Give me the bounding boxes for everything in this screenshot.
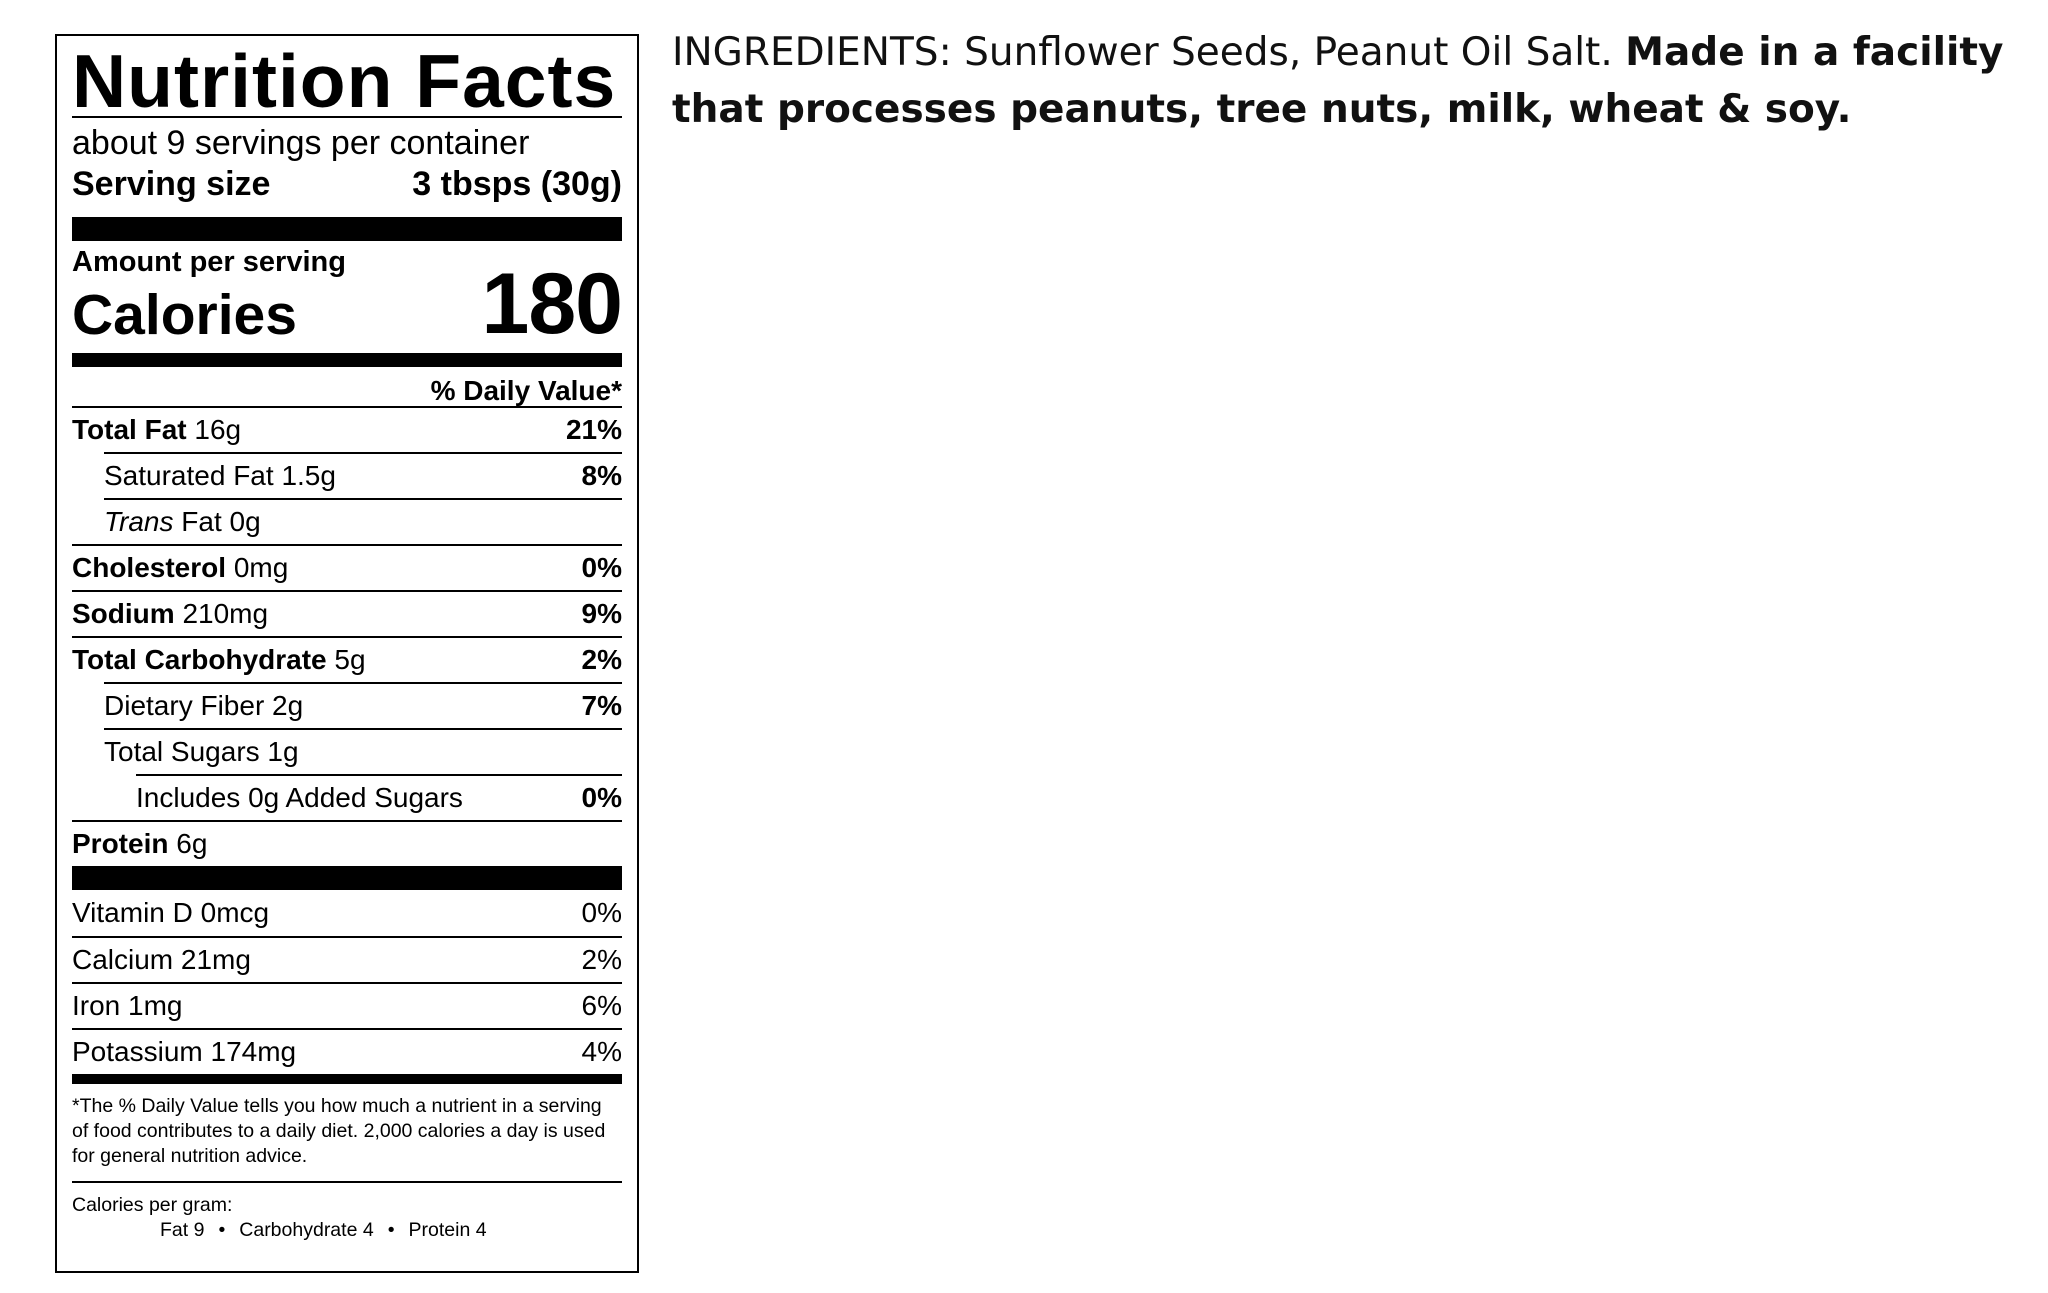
nutrient-row-total-carbohydrate: [72, 636, 622, 682]
nutrient-row-trans-fat: [104, 498, 622, 544]
nutrient-amount: 1g: [267, 736, 299, 767]
serving-size-row: [72, 163, 622, 201]
nutrient-amount: 210mg: [182, 598, 269, 629]
daily-value-footnote: *The % Daily Value tells you how much a nutrient in a serving of food contributes to a daily diet. 2,000 calories a day is used for general nutrition advice.: [72, 1095, 606, 1167]
vitamin-row-calcium: [72, 936, 622, 982]
cpg-protein: Protein 4: [408, 1219, 487, 1241]
vitamin-label: Vitamin D 0mcg: [72, 897, 270, 928]
thick-divider: [72, 353, 622, 367]
thick-divider: [72, 866, 622, 890]
nutrient-label: Protein: [72, 828, 169, 859]
calories-value: 180: [481, 256, 622, 352]
nutrient-label: Total Carbohydrate: [72, 644, 327, 675]
nutrient-label: Trans: [104, 506, 174, 537]
vitamin-label: Iron 1mg: [72, 990, 183, 1021]
nutrient-row-sodium: [72, 590, 622, 636]
nutrient-amount: 0g: [229, 506, 261, 537]
daily-value-header: % Daily Value*: [430, 375, 622, 406]
nutrient-daily-value: 0%: [581, 552, 622, 583]
nutrient-row-saturated-fat: [104, 452, 622, 498]
nutrient-label: Total Fat: [72, 414, 187, 445]
serving-size-label: Serving size: [72, 165, 271, 203]
thick-divider: [72, 1074, 622, 1084]
nutrient-amount: 5g: [334, 644, 366, 675]
vitamin-daily-value: 2%: [581, 944, 622, 975]
nutrient-amount: 6g: [176, 828, 208, 859]
vitamin-label: Calcium 21mg: [72, 944, 251, 975]
cpg-carbohydrate: Carbohydrate 4: [239, 1219, 374, 1241]
bullet-separator: •: [387, 1219, 395, 1241]
servings-per-container: about 9 servings per container: [72, 124, 530, 162]
nutrient-row-added-sugars: [136, 774, 622, 820]
vitamin-row-potassium: [72, 1028, 622, 1074]
nutrient-daily-value: 7%: [581, 690, 622, 721]
nutrient-label: Total Sugars: [104, 736, 260, 767]
thick-divider: [72, 217, 622, 241]
nutrient-row-total-fat: [72, 406, 622, 452]
nutrient-row-dietary-fiber: [104, 682, 622, 728]
cpg-fat: Fat 9: [160, 1219, 205, 1241]
nutrient-amount: 0mg: [233, 552, 289, 583]
calories-per-gram-values: [72, 1218, 622, 1243]
nutrient-amount: 16g: [194, 414, 242, 445]
calories-per-gram: [72, 1193, 622, 1243]
nutrient-amount: 2g: [272, 690, 304, 721]
calories-per-gram-label: Calories per gram:: [72, 1194, 233, 1216]
nutrient-label: Sodium: [72, 598, 175, 629]
nutrient-daily-value: 0%: [581, 782, 622, 813]
vitamin-row-iron: [72, 982, 622, 1028]
ingredients-statement: [672, 24, 2017, 138]
vitamin-daily-value: 4%: [581, 1036, 622, 1067]
allergen-statement: Made in a facility that processes peanuts, tree nuts, milk, wheat & soy.: [672, 30, 2004, 132]
nutrient-label-rest: Fat: [181, 506, 222, 537]
nutrient-label: Saturated Fat: [104, 460, 274, 491]
nutrient-row-protein: [72, 820, 622, 866]
nutrition-facts-content: [72, 36, 622, 1243]
vitamin-row-vitamin-d: [72, 890, 622, 936]
nutrient-daily-value: 8%: [581, 460, 622, 491]
bullet-separator: •: [218, 1219, 226, 1241]
vitamin-daily-value: 0%: [581, 897, 622, 928]
nutrient-daily-value: 2%: [581, 644, 622, 675]
nutrition-facts-panel: [55, 34, 639, 1273]
nutrient-daily-value: 9%: [581, 598, 622, 629]
calories-label: Calories: [72, 283, 297, 347]
vitamin-label: Potassium 174mg: [72, 1036, 297, 1067]
serving-size-value: 3 tbsps (30g): [412, 165, 622, 203]
ingredients-list: INGREDIENTS: Sunflower Seeds, Peanut Oil Salt.: [672, 30, 1613, 75]
amount-per-serving: Amount per serving: [72, 246, 346, 278]
nutrient-label: Dietary Fiber: [104, 690, 265, 721]
nutrient-row-total-sugars: [104, 728, 622, 774]
vitamin-daily-value: 6%: [581, 990, 622, 1021]
nutrient-daily-value: 21%: [565, 414, 622, 445]
nutrition-facts-title: Nutrition Facts: [72, 39, 617, 123]
nutrient-label: Includes 0g Added Sugars: [136, 782, 463, 813]
nutrient-row-cholesterol: [72, 544, 622, 590]
nutrient-label: Cholesterol: [72, 552, 227, 583]
nutrient-amount: 1.5g: [281, 460, 336, 491]
divider: [72, 1181, 622, 1183]
